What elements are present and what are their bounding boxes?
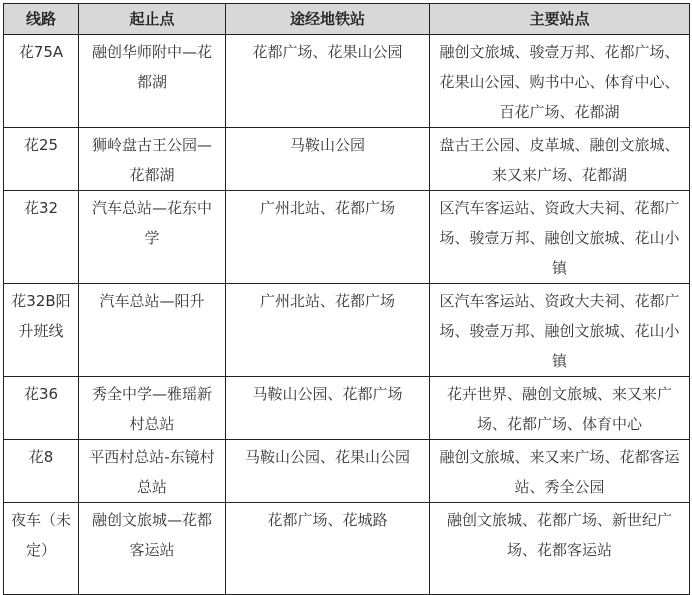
stops-cell: 花卉世界、融创文旅城、来又来广场、花都广场、体育中心 (430, 377, 690, 440)
line-cell: 花32 (4, 191, 79, 284)
endpoints-cell: 秀全中学—雅瑶新村总站 (79, 377, 226, 440)
line-cell: 花36 (4, 377, 79, 440)
header-metro: 途经地铁站 (226, 4, 430, 35)
stops-cell: 融创文旅城、花都广场、新世纪广场、花都客运站 (430, 503, 690, 595)
line-cell: 夜车（未定） (4, 503, 79, 595)
endpoints-cell: 融创文旅城—花都客运站 (79, 503, 226, 595)
line-cell: 花75A (4, 35, 79, 128)
table-row (4, 35, 690, 128)
table-row (4, 191, 690, 284)
table-row (4, 128, 690, 191)
endpoints-cell: 平西村总站-东镜村总站 (79, 440, 226, 503)
table-row (4, 440, 690, 503)
endpoints-cell: 融创华师附中—花都湖 (79, 35, 226, 128)
line-cell: 花25 (4, 128, 79, 191)
table-row (4, 284, 690, 377)
bus-routes-table (3, 3, 690, 595)
table-row (4, 377, 690, 440)
stops-cell: 区汽车客运站、资政大夫祠、花都广场、骏壹万邦、融创文旅城、花山小镇 (430, 284, 690, 377)
metro-cell: 马鞍山公园、花都广场 (226, 377, 430, 440)
endpoints-cell: 狮岭盘古王公园—花都湖 (79, 128, 226, 191)
header-stops: 主要站点 (430, 4, 690, 35)
stops-cell: 盘古王公园、皮革城、融创文旅城、来又来广场、花都湖 (430, 128, 690, 191)
line-cell: 花32B阳升班线 (4, 284, 79, 377)
header-endpoints: 起止点 (79, 4, 226, 35)
line-cell: 花8 (4, 440, 79, 503)
stops-cell: 融创文旅城、来又来广场、花都客运站、秀全公园 (430, 440, 690, 503)
stops-cell: 区汽车客运站、资政大夫祠、花都广场、骏壹万邦、融创文旅城、花山小镇 (430, 191, 690, 284)
metro-cell: 花都广场、花果山公园 (226, 35, 430, 128)
metro-cell: 广州北站、花都广场 (226, 284, 430, 377)
header-line: 线路 (4, 4, 79, 35)
header-row (4, 4, 690, 35)
metro-cell: 花都广场、花城路 (226, 503, 430, 595)
metro-cell: 马鞍山公园、花果山公园 (226, 440, 430, 503)
table-row (4, 503, 690, 595)
endpoints-cell: 汽车总站—花东中学 (79, 191, 226, 284)
endpoints-cell: 汽车总站—阳升 (79, 284, 226, 377)
metro-cell: 广州北站、花都广场 (226, 191, 430, 284)
metro-cell: 马鞍山公园 (226, 128, 430, 191)
stops-cell: 融创文旅城、骏壹万邦、花都广场、花果山公园、购书中心、体育中心、百花广场、花都湖 (430, 35, 690, 128)
